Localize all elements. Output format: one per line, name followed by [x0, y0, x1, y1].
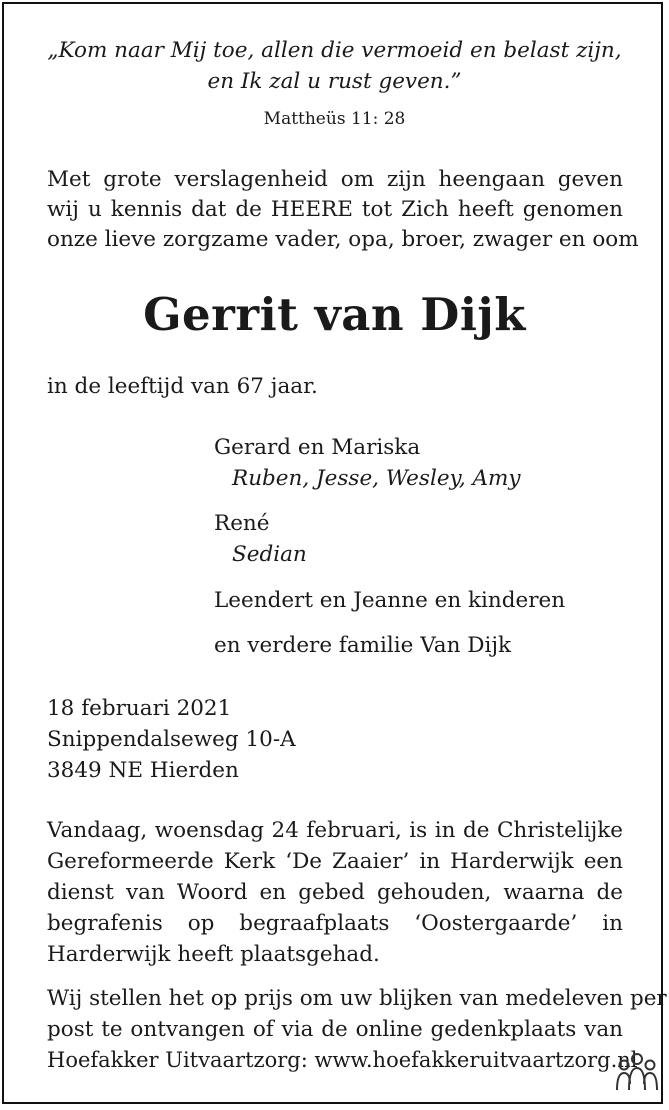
- intro-line-2: wij u kennis dat de HEERE tot Zich heeft genomen: [47, 197, 623, 222]
- condolence-line-3: Hoefakker Uitvaartzorg: www.hoefakkeruitvaartzorg.nl: [47, 1048, 638, 1072]
- family-names: Leendert en Jeanne en kinderen: [214, 588, 566, 613]
- deceased-name: Gerrit van Dijk: [143, 288, 526, 341]
- service-line-5: Harderwijk heeft plaatsgehad.: [47, 942, 380, 967]
- family-names: René: [214, 511, 270, 536]
- family-children: Sedian: [232, 542, 307, 567]
- family-names: Gerard en Mariska: [214, 435, 421, 460]
- address-street: Snippendalseweg 10-A: [47, 727, 296, 752]
- bible-verse-reference: Mattheüs 11: 28: [263, 109, 406, 129]
- intro-line-1: Met grote verslagenheid om zijn heengaan geven: [47, 167, 623, 192]
- family-names: en verdere familie Van Dijk: [214, 633, 512, 658]
- bible-verse-line-1: „Kom naar Mij toe, allen die vermoeid en belast zijn,: [47, 38, 622, 63]
- family-children: Ruben, Jesse, Wesley, Amy: [232, 466, 521, 491]
- service-line-4: begrafenis op begraafplaats ‘Oostergaarde’ in: [47, 911, 623, 936]
- family-figures-icon: [615, 1050, 659, 1094]
- service-line-2: Gereformeerde Kerk ‘De Zaaier’ in Harderwijk een: [47, 849, 623, 874]
- bible-verse-line-2: en Ik zal u rust geven.”: [207, 69, 462, 94]
- address-city: 3849 NE Hierden: [47, 758, 239, 783]
- age-text: in de leeftijd van 67 jaar.: [47, 374, 318, 399]
- condolence-line-1: Wij stellen het op prijs om uw blijken van medeleven per: [47, 986, 667, 1011]
- service-line-3: dienst van Woord en gebed gehouden, waarna de: [47, 880, 623, 905]
- notice-date: 18 februari 2021: [47, 696, 232, 721]
- condolence-line-2: post te ontvangen of via de online gedenkplaats van: [47, 1017, 623, 1042]
- intro-line-3: onze lieve zorgzame vader, opa, broer, zwager en oom: [47, 227, 639, 252]
- service-line-1: Vandaag, woensdag 24 februari, is in de Christelijke: [47, 818, 623, 843]
